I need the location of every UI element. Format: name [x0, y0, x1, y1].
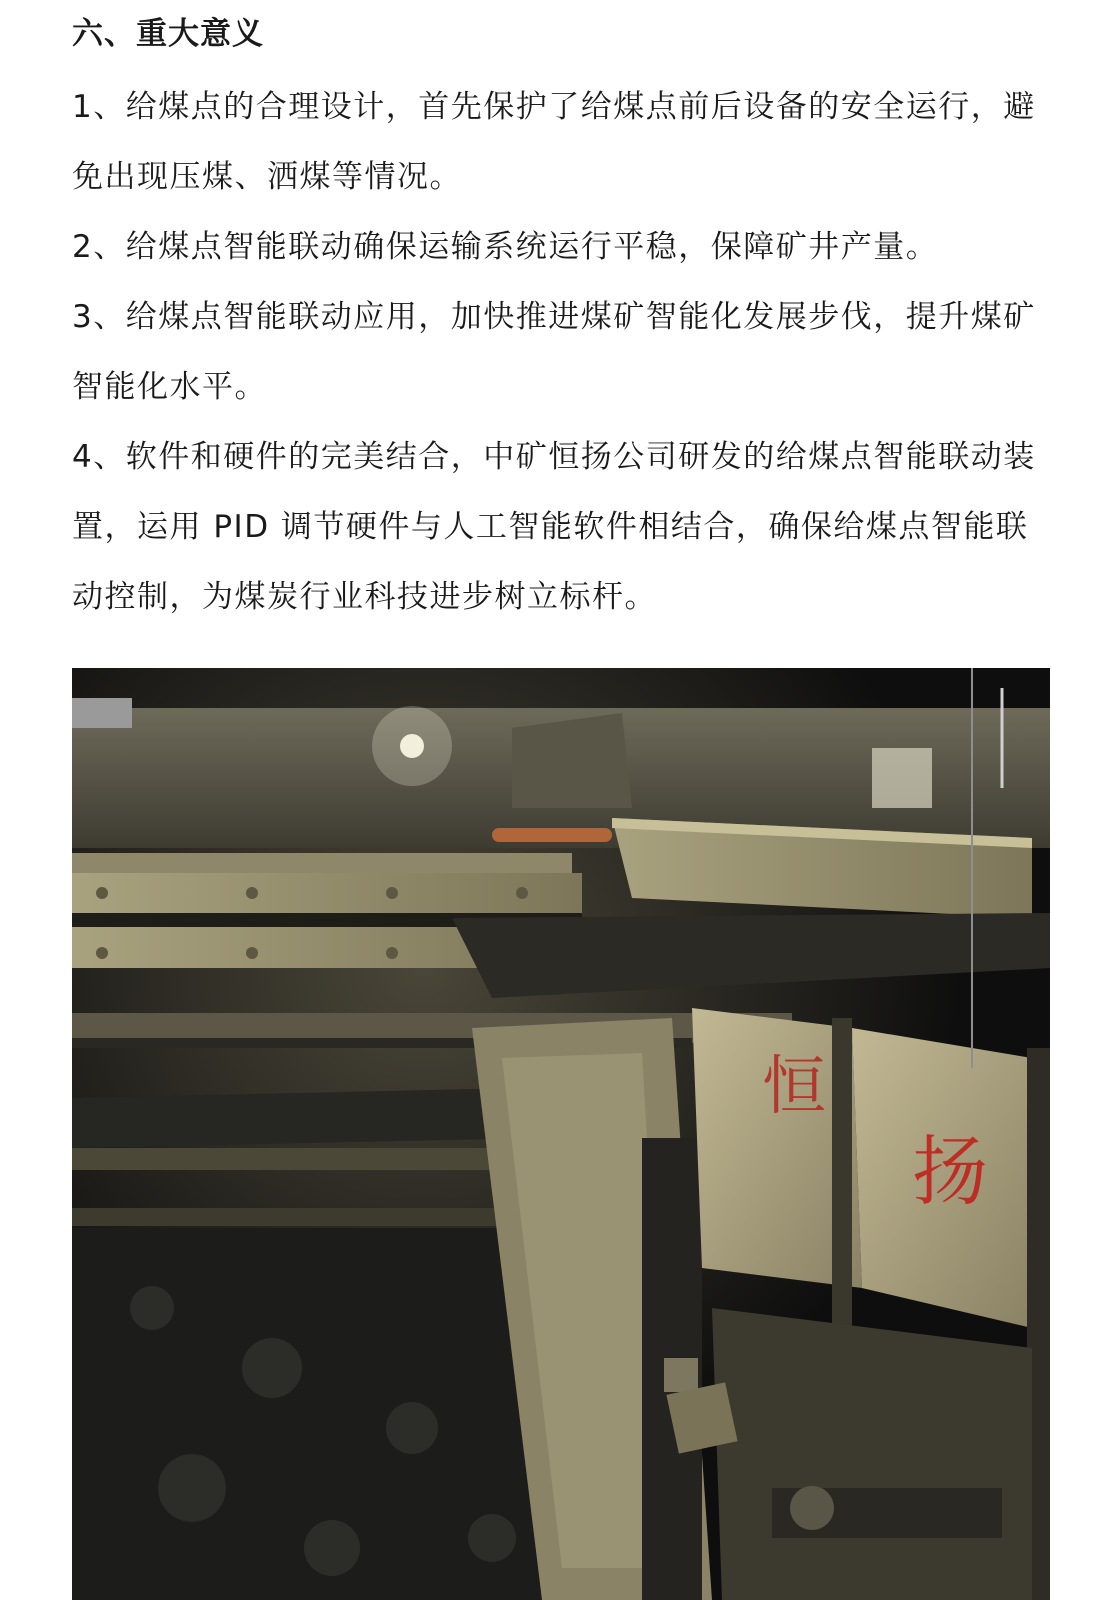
paragraph-3: 3、给煤点智能联动应用，加快推进煤矿智能化发展步伐，提升煤矿智能化水平。	[72, 299, 1036, 405]
lower-frame	[712, 1308, 1032, 1600]
paragraph-4: 4、软件和硬件的完美结合，中矿恒扬公司研发的给煤点智能联动装置，运用 PID 调节硬件与人工智能软件相结合，确保给煤点智能联动控制，为煤炭行业科技进步树立标杆。	[72, 439, 1036, 615]
painted-char-heng: 恒	[762, 1050, 826, 1124]
coal-feeder-illustration	[72, 668, 1050, 1600]
article-content	[72, 10, 1052, 632]
section-heading: 六、重大意义	[72, 16, 264, 52]
paragraph-1: 1、给煤点的合理设计，首先保护了给煤点前后设备的安全运行，避免出现压煤、洒煤等情况。	[72, 89, 1036, 195]
orange-cable	[492, 828, 612, 842]
coal-feeder-photo	[72, 668, 1050, 1600]
pipe-end	[72, 698, 132, 728]
painted-char-yang: 扬	[912, 1127, 988, 1216]
paragraph-2: 2、给煤点智能联动确保运输系统运行平稳，保障矿井产量。	[72, 229, 939, 265]
